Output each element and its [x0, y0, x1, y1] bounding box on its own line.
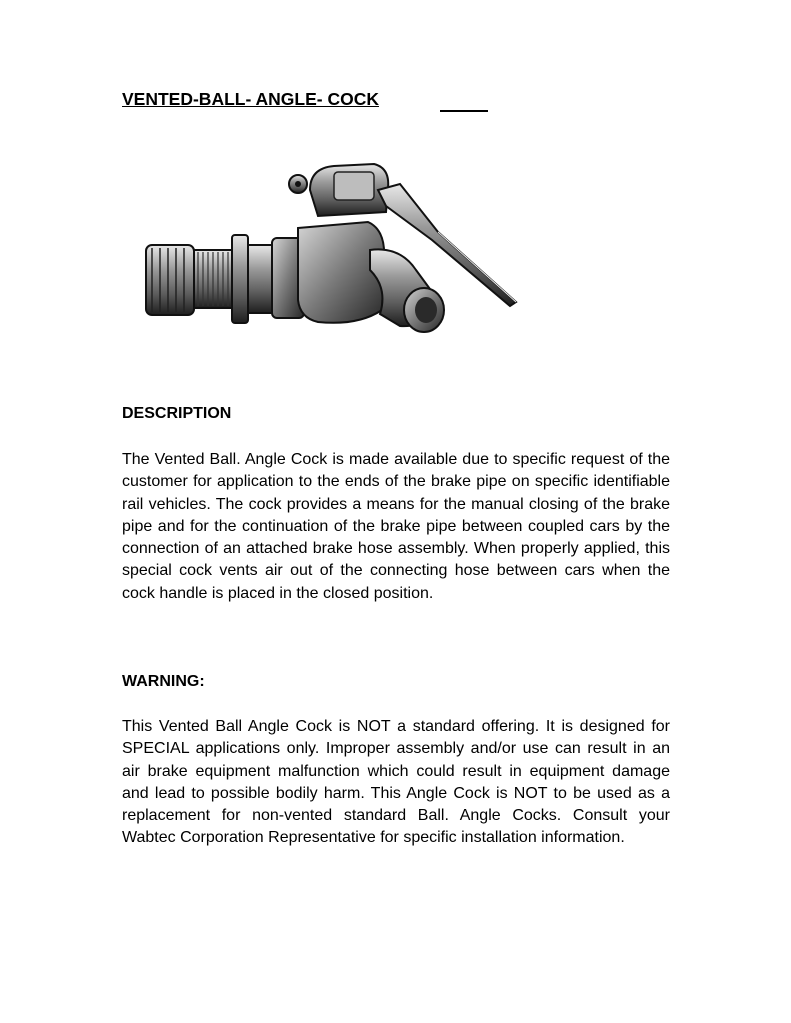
description-heading: DESCRIPTION — [122, 405, 232, 422]
angle-cock-photo — [138, 150, 528, 340]
warning-paragraph: This Vented Ball Angle Cock is NOT a standard offering. It is designed for SPECIAL applications only. Improper assembly and/or use can result in an air brake equipment malfunction which could result in equipment damage and lead to possible bodily harm. This Angle Cock is NOT to be used as a replacement for non-vented standard Ball. Angle Cocks. Consult your Wabtec Corporation Representative for specific installation information. — [122, 718, 670, 847]
description-paragraph: The Vented Ball. Angle Cock is made available due to specific request of the customer for application to the ends of the brake pipe on specific identifiable rail vehicles. The cock provides a means for the manual closing of the brake pipe and for the continuation of the brake pipe between coupled cars by the connection of an attached brake hose assembly. When properly applied, this special cock vents air out of the connecting hose between cars when the cock handle is placed in the closed position. — [122, 451, 670, 602]
title-underline — [440, 110, 488, 112]
document-title: VENTED-BALL- ANGLE- COCK — [122, 89, 379, 109]
warning-heading: WARNING: — [122, 673, 205, 690]
